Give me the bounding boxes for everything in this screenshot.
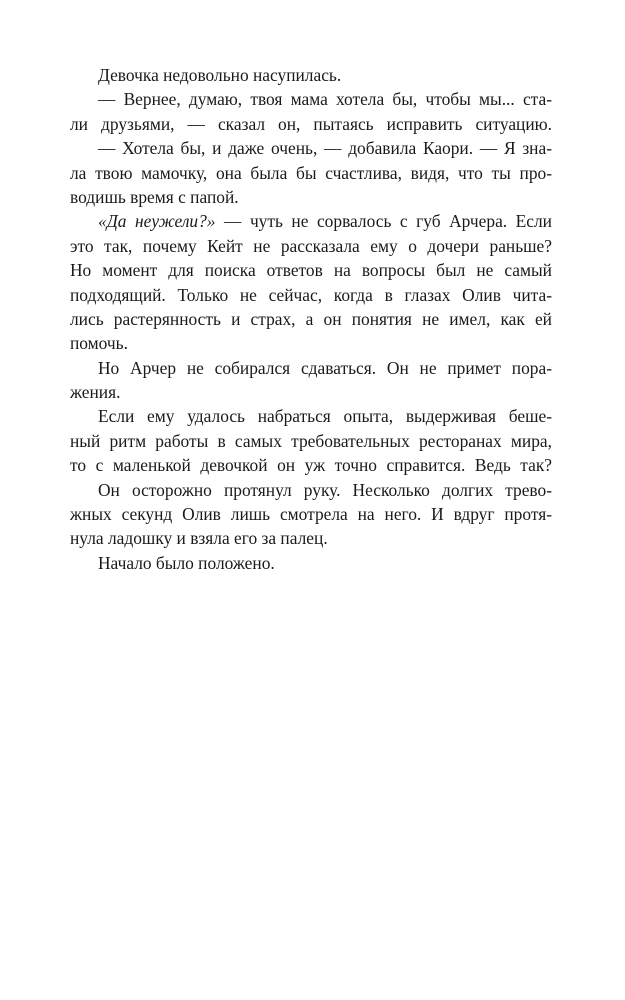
text-line: это так, почему Кейт не рассказала ему о дочери раньше? [70, 235, 552, 256]
text-line: Но момент для поиска ответов на вопросы был не самый [70, 260, 552, 281]
italic-quote: «Да неужели?» [98, 211, 216, 232]
body-text [70, 63, 552, 575]
text-line: подходящий. Только не сейчас, когда в глазах Олив чита- [70, 284, 552, 305]
text-line: ла твою мамочку, она была бы счастлива, видя, что ты про- [70, 162, 552, 183]
text-line: жения. [70, 382, 121, 403]
text-line: Начало было положено. [98, 552, 275, 573]
text-line: нула ладошку и взяла его за палец. [70, 528, 328, 549]
text-line: Если ему удалось набраться опыта, выдерживая беше- [98, 406, 552, 427]
text-line: то с маленькой девочкой он уж точно справится. Ведь так? [70, 455, 552, 476]
text-line: помочь. [70, 333, 128, 354]
text-line: Но Арчер не собирался сдаваться. Он не примет пора- [98, 357, 552, 378]
text-line: жных секунд Олив лишь смотрела на него. И вдруг протя- [70, 504, 552, 525]
text-line: ный ритм работы в самых требовательных ресторанах мира, [70, 430, 552, 451]
text-line: Девочка недовольно насупилась. [98, 65, 342, 85]
text-line-rest: — чуть не сорвалось с губ Арчера. Если [215, 211, 552, 232]
text-line: ли друзьями, — сказал он, пытаясь исправить ситуацию. [70, 113, 552, 134]
text-line-with-italic [70, 209, 552, 233]
text-line: — Вернее, думаю, твоя мама хотела бы, чтобы мы... ста- [98, 89, 552, 110]
text-line: Он осторожно протянул руку. Несколько долгих трево- [98, 479, 552, 500]
text-line: водишь время с папой. [70, 186, 239, 207]
text-line: — Хотела бы, и даже очень, — добавила Каори. — Я зна- [98, 138, 552, 159]
text-line: лись растерянность и страх, а он понятия не имел, как ей [70, 308, 552, 329]
